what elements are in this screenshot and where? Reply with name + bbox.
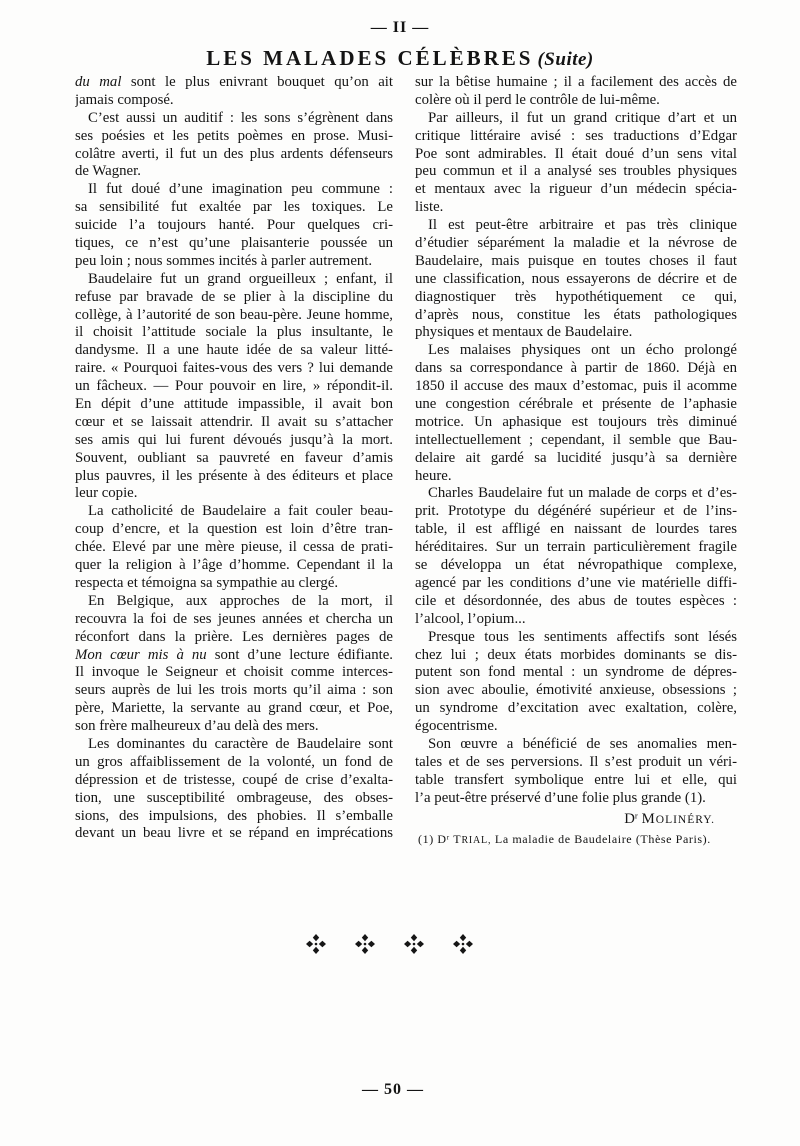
text-line: suicide l’a toujours hanté. Pour quelques cri- (75, 217, 393, 234)
text-line: peu loin ; nous sommes incités à parler autrement. (75, 252, 373, 269)
text-line: coup d’encre, et la question est loin d’être tran- (75, 521, 393, 538)
text-line: critique littéraire avisé : ses traductions d’Edgar (415, 127, 737, 144)
text-line: recouvra la foi de ses jeunes années et chercha un (75, 610, 393, 627)
diamond-fleuron-icon (452, 933, 474, 955)
text-line: se développa un état névropathique complexe, (415, 557, 737, 574)
diamond-fleuron-icon (305, 933, 327, 955)
text-line: ses poésies et les petits poèmes en prose. Musi- (75, 127, 393, 144)
left-column (75, 74, 393, 843)
text-line: sion avec aboulie, émotivité anxieuse, obsessions ; (415, 682, 737, 699)
paragraph (415, 217, 737, 342)
text-segment: sont le plus enivrant bouquet qu’on ait (121, 74, 393, 90)
text-line: d’après nous, constitue les états pathologiques (415, 306, 737, 323)
text-line: refuse par bravade de se plier à la discipline du (75, 288, 393, 305)
text-line: dandysme. Il a une haute idée de sa valeur litté- (75, 342, 393, 359)
text-line: Les dominantes du caractère de Baudelaire sont (88, 735, 393, 752)
text-line: chée. Elevé par une mère pieuse, il cessa de prati- (75, 539, 393, 556)
text-line: physiques et mentaux de Baudelaire. (415, 324, 633, 341)
text-line: agencé par les conditions d’une vie matérielle diffi- (415, 574, 737, 591)
text-line: quer la religion à l’âge d’homme. Cependant il la (75, 557, 393, 574)
text-line: leur copie. (75, 485, 138, 502)
text-line: prit. Prototype du dégénéré supérieur et de l’ins- (415, 503, 737, 520)
text-line: cile et désordonnée, des abus de toutes espèces : (415, 592, 737, 609)
text-line: tales et de ses perversions. Il s’est produit un véri- (415, 753, 737, 770)
text-line: Baudelaire, mais puisque en toutes choses il faut (415, 252, 737, 269)
page-number: — 50 — (362, 1081, 424, 1098)
text-line: Baudelaire fut un grand orgueilleux ; enfant, il (88, 270, 393, 287)
footnote-honorific: D (437, 832, 447, 847)
text-line: cœur et se laissait attendrir. Il avait su s’attacher (75, 413, 393, 430)
italic-title: du mal (75, 74, 122, 90)
text-segment: sont d’une lecture édifiante. (206, 646, 393, 663)
text-line: diagnostiquer très hypothétiquement ce qui, (415, 288, 737, 305)
text-line: putent son fond mental : un syndrome de dépres- (415, 664, 737, 681)
text-line: C’est aussi un auditif : les sons s’égrènent dans (88, 109, 393, 126)
text-line: d’étudier séparément la maladie et la névrose de (415, 235, 737, 252)
text-line: dans sa correspondance à partir de 1860. Déjà en (415, 360, 737, 377)
text-line: Poe sont admirables. Il était doué d’un sens vital (415, 145, 737, 162)
text-line: sions, des impulsions, des phobies. Il s’emballe (75, 807, 393, 824)
text-line: Charles Baudelaire fut un malade de corps et d’es- (428, 485, 737, 502)
text-line: Il fut doué d’une imagination peu commune : (88, 181, 393, 198)
text-line: Il est peut-être arbitraire et pas très clinique (428, 217, 737, 234)
text-line (75, 647, 393, 665)
footnote (415, 832, 737, 848)
paragraph (415, 110, 737, 217)
text-line: intellectuellement ; cependant, il semble que Bau- (415, 431, 737, 448)
text-line: liste. (415, 199, 444, 216)
diamond-fleuron-icon (403, 933, 425, 955)
text-line: plus pauvres, il les présente à des éditeurs et place (75, 467, 393, 484)
paragraph (415, 736, 737, 808)
signature-honorific-superscript: r (634, 810, 638, 821)
paragraph (415, 485, 737, 628)
text-line (75, 74, 393, 92)
text-line: Souvent, oubliant sa pauvreté en faveur d’amis (75, 449, 393, 466)
text-line: Son œuvre a bénéficié de ses anomalies men- (428, 735, 737, 752)
paragraph (415, 629, 737, 736)
paragraph (75, 271, 393, 504)
paragraph (75, 736, 393, 843)
text-line: collège, à l’autorité de son beau-père. Jeune homme, (75, 306, 393, 323)
text-line: l’alcool, l’opium... (415, 610, 526, 627)
text-line: motrice. Un aphasique est toujours très diminué (415, 413, 737, 430)
text-line: heure. (415, 467, 452, 484)
footnote-marker: (1) (418, 832, 434, 847)
text-line: père, Mariette, la servante au grand cœur, et Poe, (75, 700, 393, 717)
text-line: En dépit d’une attitude impassible, il avait bon (75, 396, 393, 413)
text-line: égocentrisme. (415, 718, 498, 735)
text-line: seurs auprès de lui les trois morts qu’il aima : son (75, 682, 393, 699)
footnote-text: La maladie de Baudelaire (Thèse Paris). (494, 832, 711, 847)
text-line: dépression et de tristesse, coupé de crise d’exalta- (75, 771, 393, 788)
paragraph (75, 181, 393, 270)
footnote-author: TRIAL, (453, 832, 492, 847)
text-line: delaire ait gardé sa lucidité jusqu’à sa dernière (415, 449, 737, 466)
text-line: jamais composé. (75, 91, 174, 108)
text-line: colâtre averti, il fut un des plus ardents défenseurs (75, 145, 393, 162)
text-line: sur la bêtise humaine ; il a facilement des accès de (415, 74, 737, 90)
text-line: il choisit l’attitude sociale la plus insultante, le (75, 324, 393, 341)
text-line: En Belgique, aux approches de la mort, il (88, 592, 393, 609)
signature-name: MOLINÉRY. (641, 810, 715, 827)
text-line: table transfert symbolique entre lui et elle, qui (415, 771, 737, 788)
text-line: de Wagner. (75, 163, 141, 180)
paragraph (75, 110, 393, 182)
paragraph (75, 593, 393, 736)
text-line: un gros affaiblissement de la volonté, un fond de (75, 753, 393, 770)
text-line: et mentaux avec la rigueur d’un médecin spécia- (415, 181, 737, 198)
paragraph (415, 342, 737, 485)
italic-title: Mon cœur mis à nu (75, 646, 207, 663)
text-line: un fâcheux. — Pour pouvoir en lire, » répondit-il. (75, 378, 393, 395)
text-line: ses amis qui lui furent dévoués jusqu’à la mort. (75, 431, 393, 448)
text-line: Les malaises physiques ont un écho prolongé (428, 342, 737, 359)
text-line: 1850 il accuse des maux d’estomac, puis il acomme (415, 378, 737, 395)
paragraph (415, 74, 737, 110)
text-line: une congestion cérébrale et présente de l’aphasie (415, 396, 737, 413)
section-number: — II — (370, 19, 430, 36)
ornament-row (305, 933, 501, 955)
author-signature (415, 811, 737, 830)
right-column-body (415, 74, 737, 808)
page-title-suffix: (Suite) (537, 49, 594, 70)
text-line: Presque tous les sentiments affectifs sont lésés (428, 628, 737, 645)
text-line: peu commun et il a analysé ses troubles physiques (415, 163, 737, 180)
text-line: son frère malheureux d’au delà des mers. (75, 718, 319, 735)
text-line: devant un beau livre et se répand en imprécations (75, 825, 393, 842)
text-line: chez lui ; deux états morbides dominants se dis- (415, 646, 737, 663)
page-title (0, 45, 800, 74)
text-line: un syndrome d’excitation avec exaltation, colère, (415, 700, 737, 717)
text-line: réconfort dans la prière. Les dernières pages de (75, 628, 393, 645)
paragraph (75, 74, 393, 110)
page-title-main: LES MALADES CÉLÈBRES (206, 46, 534, 70)
text-line: La catholicité de Baudelaire a fait couler beau- (88, 503, 393, 520)
text-line: héréditaires. Sur un terrain particulièrement fragile (415, 539, 737, 556)
footnote-honorific-superscript: r (446, 833, 450, 842)
text-line: Par ailleurs, il fut un grand critique d’art et un (428, 109, 737, 126)
text-line: colère où il perd le contrôle de lui-même. (415, 91, 660, 108)
diamond-fleuron-icon (354, 933, 376, 955)
text-line: raire. « Pourquoi faites-vous des vers ? lui demande (75, 360, 393, 377)
signature-honorific: D (624, 810, 635, 827)
text-line: sa sensibilité fut exaltée par les toxiques. Le (75, 199, 393, 216)
paragraph (75, 503, 393, 592)
text-line: respecta et témoigna sa sympathie au clergé. (75, 574, 339, 591)
text-line: tiques, ce n’est qu’une plaisanterie poussée un (75, 235, 393, 252)
text-line: Il invoque le Seigneur et choisit comme interces- (75, 664, 393, 681)
right-column (415, 74, 737, 848)
text-line: tion, une susceptibilité ombrageuse, des obses- (75, 789, 393, 806)
text-line: l’a peut-être préservé d’une folie plus grande (1). (415, 789, 706, 806)
text-line: une classification, nous essayerons de décrire et de (415, 270, 737, 287)
text-line: table, il est affligé en naissant de lourdes tares (415, 521, 737, 538)
